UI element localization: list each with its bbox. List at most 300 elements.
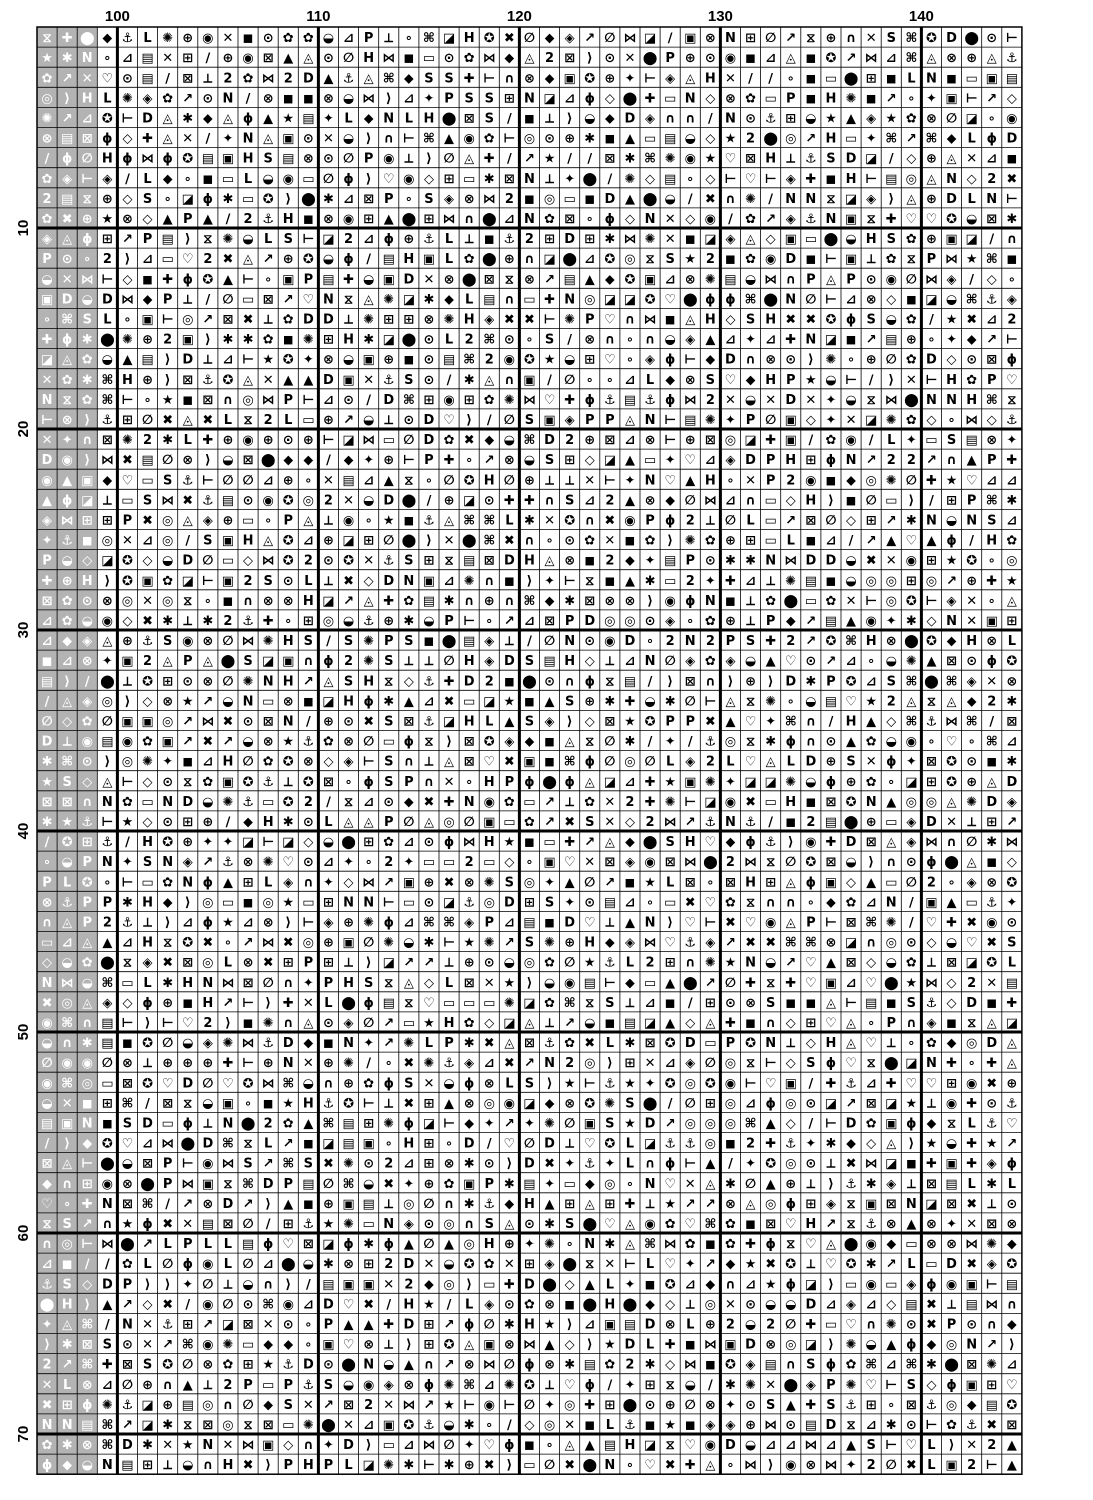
cell-symbol: ⬥ — [444, 292, 454, 308]
cell-symbol: ✕ — [41, 372, 53, 388]
cell-symbol: ✿ — [704, 654, 716, 670]
cell-symbol: ∩ — [644, 332, 656, 348]
cell-symbol: ⊞ — [523, 895, 535, 911]
cell-symbol: P — [444, 1036, 454, 1052]
cell-symbol: ↗ — [222, 734, 234, 750]
cell-symbol: S — [343, 634, 354, 650]
cell-symbol: ◎ — [584, 292, 596, 308]
cell-symbol: ✪ — [745, 1036, 757, 1052]
cell-symbol: ▤ — [101, 734, 114, 750]
cell-symbol: ▭ — [422, 855, 436, 871]
cell-symbol: ⊠ — [182, 955, 194, 971]
cell-symbol: S — [886, 31, 896, 47]
cell-symbol: D — [926, 814, 937, 830]
cell-symbol: ∅ — [664, 654, 676, 670]
cell-symbol: N — [242, 694, 254, 710]
cell-symbol: ∘ — [625, 352, 635, 368]
cell-symbol: ⊠ — [463, 111, 475, 127]
cell-symbol: D — [403, 272, 415, 288]
cell-symbol: ◒ — [563, 352, 576, 368]
cell-symbol: ⊞ — [865, 513, 877, 529]
cell-symbol: ◬ — [785, 915, 796, 931]
cell-symbol: ◇ — [645, 171, 656, 187]
cell-symbol: ⟩ — [566, 714, 573, 730]
cell-symbol: ▭ — [704, 1036, 717, 1052]
cell-symbol: ◬ — [202, 654, 213, 670]
cell-symbol: ◒ — [322, 31, 335, 47]
cell-symbol: ∩ — [765, 895, 776, 911]
cell-symbol: ◼ — [725, 252, 736, 268]
cell-symbol: ⬤ — [642, 51, 658, 67]
cell-symbol: ⚓ — [202, 493, 214, 509]
cell-symbol: ▭ — [523, 292, 536, 308]
cell-symbol: ϕ — [584, 754, 595, 770]
cell-symbol: ⬥ — [62, 634, 72, 650]
cell-symbol: ⊿ — [664, 272, 676, 288]
cell-symbol: ↗ — [202, 855, 214, 871]
cell-symbol: ⊕ — [222, 513, 234, 529]
cell-symbol: ✺ — [121, 91, 133, 107]
cell-symbol: ⊕ — [302, 433, 314, 449]
cell-symbol: 2 — [886, 453, 896, 469]
cell-symbol: ⊞ — [322, 955, 334, 971]
cell-symbol: ∩ — [705, 674, 716, 690]
cell-symbol: ⊗ — [865, 292, 877, 308]
cell-symbol: L — [103, 312, 112, 328]
cell-symbol: H — [865, 232, 877, 248]
cell-symbol: ∘ — [706, 875, 715, 891]
cell-symbol: L — [786, 754, 795, 770]
cell-symbol: ⬥ — [705, 352, 715, 368]
cell-symbol: ♡ — [443, 412, 455, 428]
cell-symbol: ✖ — [966, 312, 978, 328]
cell-symbol: ◼ — [182, 392, 194, 408]
cell-symbol: ∕ — [768, 814, 774, 830]
cell-symbol: ♡ — [965, 935, 978, 951]
cell-symbol: ∅ — [785, 855, 797, 871]
cell-symbol: 2 — [987, 171, 997, 187]
cell-symbol: ↗ — [604, 875, 616, 891]
cell-symbol: ◇ — [926, 935, 937, 951]
cell-symbol: ⊙ — [544, 131, 556, 147]
cell-symbol: L — [746, 513, 755, 529]
cell-symbol: ⚓ — [342, 71, 355, 87]
cell-symbol: H — [423, 111, 435, 127]
cell-symbol: ✿ — [162, 91, 174, 107]
cell-symbol: ⊗ — [423, 312, 435, 328]
cell-symbol: ⧖ — [826, 191, 836, 207]
cell-symbol: ✿ — [966, 372, 978, 388]
cell-symbol: ✪ — [584, 71, 596, 87]
cell-symbol: 2 — [645, 955, 655, 971]
cell-symbol: ▤ — [664, 131, 677, 147]
cell-symbol: ◬ — [303, 513, 314, 529]
cell-symbol: ▤ — [824, 694, 838, 710]
cell-symbol: ▲ — [283, 372, 294, 388]
cell-symbol: ∕ — [848, 533, 854, 549]
cell-symbol: ⊢ — [463, 613, 476, 629]
cell-symbol: ⊗ — [61, 412, 73, 428]
cell-symbol: ⊙ — [343, 714, 355, 730]
cell-symbol: ✚ — [724, 1015, 736, 1031]
cell-symbol: D — [383, 493, 395, 509]
cell-symbol: ϕ — [946, 533, 957, 549]
cell-symbol: ◼ — [242, 31, 254, 47]
cell-symbol: ∩ — [282, 975, 294, 991]
cell-symbol: 2 — [705, 252, 715, 268]
cell-symbol: ▲ — [765, 654, 776, 670]
cell-symbol: ⊠ — [644, 1036, 656, 1052]
cell-symbol: ⚓ — [764, 835, 777, 851]
cell-symbol: ✪ — [101, 111, 113, 127]
cell-symbol: ⊠ — [101, 433, 113, 449]
cell-symbol: ◇ — [785, 1015, 796, 1031]
cell-symbol: ⊿ — [865, 895, 877, 911]
cell-symbol: ⬥ — [544, 71, 555, 87]
cell-symbol: ◉ — [81, 734, 93, 750]
cell-symbol: ⋈ — [623, 232, 637, 248]
cell-symbol: L — [444, 232, 454, 248]
cell-symbol: S — [404, 634, 414, 650]
cell-symbol: ▤ — [724, 272, 737, 288]
cell-symbol: ⊗ — [523, 71, 535, 87]
cell-symbol: ⊠ — [242, 453, 254, 469]
cell-symbol: ✕ — [805, 392, 817, 408]
cell-symbol: ✕ — [302, 995, 314, 1011]
cell-symbol: 2 — [705, 392, 715, 408]
cell-symbol: ▲ — [564, 875, 575, 891]
cell-symbol: ✦ — [343, 855, 355, 871]
cell-symbol: ⟂ — [706, 513, 715, 529]
cell-symbol: ✺ — [262, 855, 274, 871]
cell-symbol: ∕ — [305, 714, 311, 730]
cell-symbol: ⟂ — [344, 955, 353, 971]
cell-symbol: N — [926, 71, 937, 87]
cell-symbol: ◬ — [363, 292, 374, 308]
cell-symbol: ✕ — [745, 473, 757, 489]
cell-symbol: ✕ — [845, 593, 857, 609]
cell-symbol: ◈ — [142, 955, 153, 971]
cell-symbol: ⚓ — [262, 211, 274, 227]
cell-symbol: ⟂ — [123, 674, 132, 690]
cell-symbol: ▣ — [282, 654, 295, 670]
cell-symbol: ∅ — [765, 31, 777, 47]
cell-symbol: ▤ — [684, 412, 697, 428]
cell-symbol: ⬤ — [964, 31, 979, 47]
cell-symbol: ◉ — [41, 1015, 53, 1031]
cell-symbol: ⚓ — [101, 835, 114, 851]
cell-symbol: ⚓ — [121, 915, 134, 931]
cell-symbol: ◎ — [885, 593, 897, 609]
cell-symbol: ✚ — [925, 473, 937, 489]
cell-symbol: ✪ — [946, 754, 958, 770]
cell-symbol: ⬤ — [783, 593, 799, 609]
cell-symbol: ◈ — [323, 915, 334, 931]
cell-symbol: ▤ — [824, 613, 838, 629]
cell-symbol: ⊙ — [162, 774, 174, 790]
cell-symbol: ✚ — [61, 31, 73, 47]
cell-symbol: L — [264, 232, 273, 248]
cell-symbol: 2 — [203, 1015, 213, 1031]
cell-symbol: ▣ — [684, 774, 697, 790]
cell-symbol: ▤ — [563, 272, 576, 288]
cell-symbol: ▭ — [141, 473, 154, 489]
cell-symbol: ⊢ — [764, 171, 777, 187]
cell-symbol: ★ — [945, 473, 958, 489]
cell-symbol: ⊙ — [423, 835, 435, 851]
cell-symbol: ∩ — [524, 533, 535, 549]
cell-symbol: ◇ — [805, 1036, 816, 1052]
cell-symbol: ⊿ — [363, 794, 375, 810]
cell-symbol: ✿ — [443, 433, 455, 449]
cell-symbol: ⧖ — [585, 995, 595, 1011]
cell-symbol: ★ — [181, 694, 194, 710]
cell-symbol: ⊢ — [965, 91, 978, 107]
cell-symbol: ✺ — [905, 654, 917, 670]
cell-symbol: ⟩ — [385, 91, 392, 107]
cell-symbol: 2 — [344, 654, 354, 670]
cell-symbol: ✖ — [463, 433, 475, 449]
cell-symbol: ◈ — [202, 1036, 213, 1052]
cell-symbol: ✱ — [905, 613, 917, 629]
cell-symbol: ✚ — [383, 593, 395, 609]
cell-symbol: ✿ — [905, 232, 917, 248]
cell-symbol: ∘ — [103, 51, 112, 67]
cell-symbol: N — [946, 392, 957, 408]
cell-symbol: ⊗ — [182, 453, 194, 469]
cell-symbol: ∩ — [81, 794, 93, 810]
cell-symbol: ◒ — [845, 392, 857, 408]
cell-symbol: ◎ — [202, 955, 214, 971]
cell-symbol: ∩ — [41, 915, 53, 931]
cell-symbol: ✦ — [544, 875, 556, 891]
cell-symbol: ✺ — [302, 332, 314, 348]
cell-symbol: ◪ — [101, 553, 114, 569]
cell-symbol: ◈ — [544, 714, 555, 730]
cell-symbol: ◼ — [905, 292, 917, 308]
cell-symbol: ◎ — [262, 895, 274, 911]
cell-symbol: ⊗ — [121, 211, 133, 227]
cell-symbol: ⚓ — [925, 714, 938, 730]
cell-symbol: ⊠ — [684, 674, 696, 690]
cell-symbol: ⌘ — [965, 714, 978, 730]
cell-symbol: ♡ — [684, 915, 697, 931]
cell-symbol: P — [765, 473, 776, 489]
cell-symbol: ◬ — [966, 855, 977, 871]
cell-symbol: ▲ — [102, 935, 113, 951]
cell-symbol: ⊗ — [262, 915, 274, 931]
cell-symbol: ✖ — [503, 754, 515, 770]
cell-symbol: ⚓ — [181, 473, 194, 489]
cell-symbol: ∘ — [786, 694, 795, 710]
cell-symbol: ϕ — [443, 835, 455, 851]
cell-symbol: H — [463, 31, 475, 47]
cell-symbol: ✱ — [1006, 211, 1018, 227]
cell-symbol: ✺ — [363, 654, 375, 670]
cell-symbol: D — [805, 754, 817, 770]
cell-symbol: ▭ — [302, 171, 315, 187]
cell-symbol: ⊠ — [825, 855, 837, 871]
cell-symbol: ✿ — [644, 533, 656, 549]
cell-symbol: ◈ — [725, 453, 736, 469]
cell-symbol: ∅ — [202, 553, 214, 569]
cell-symbol: ∩ — [504, 292, 515, 308]
cell-symbol: ⊞ — [946, 493, 958, 509]
cell-symbol: ∩ — [423, 774, 435, 790]
cell-symbol: ⊗ — [322, 352, 334, 368]
cell-symbol: ▭ — [764, 513, 777, 529]
cell-symbol: ✖ — [503, 312, 515, 328]
cell-symbol: ϕ — [61, 493, 73, 509]
cell-symbol: D — [926, 352, 937, 368]
cell-symbol: ⟂ — [424, 754, 434, 770]
cell-symbol: ∕ — [125, 171, 130, 187]
cell-symbol: ∕ — [687, 191, 693, 207]
cell-symbol: ▤ — [282, 151, 295, 167]
cell-symbol: ✦ — [905, 433, 917, 449]
cell-symbol: ◒ — [845, 855, 857, 871]
cell-symbol: ✪ — [523, 352, 535, 368]
cell-symbol: N — [182, 875, 194, 891]
cell-symbol: ◎ — [905, 794, 918, 810]
cell-symbol: H — [745, 875, 756, 891]
cell-symbol: ✿ — [503, 794, 515, 810]
cell-symbol: ▤ — [463, 553, 476, 569]
cell-symbol: H — [363, 51, 375, 67]
cell-symbol: ◉ — [242, 433, 254, 449]
cell-symbol: ✿ — [865, 734, 877, 750]
cell-symbol: ⊕ — [322, 533, 334, 549]
cell-symbol: ★ — [865, 694, 877, 710]
cell-symbol: ⊿ — [61, 654, 73, 670]
cell-symbol: ▤ — [885, 171, 898, 187]
cell-symbol: ∘ — [424, 473, 434, 489]
cell-symbol: ∅ — [383, 533, 395, 549]
cell-symbol: ★ — [121, 814, 134, 830]
cell-symbol: ✕ — [986, 674, 998, 690]
cell-symbol: ◉ — [202, 31, 214, 47]
cell-symbol: S — [846, 754, 856, 770]
cell-symbol: ✕ — [322, 131, 334, 147]
cell-symbol: H — [142, 935, 153, 951]
cell-symbol: ↗ — [865, 332, 877, 348]
cell-symbol: ◈ — [564, 412, 575, 428]
cell-symbol: ✱ — [363, 332, 375, 348]
cell-symbol: N — [222, 91, 234, 107]
cell-symbol: ✺ — [785, 573, 797, 589]
cell-symbol: ↗ — [925, 453, 937, 469]
cell-symbol: ⊢ — [925, 372, 938, 388]
cell-symbol: ✪ — [302, 774, 314, 790]
cell-symbol: ▲ — [624, 131, 635, 147]
cell-symbol: ⊗ — [322, 91, 334, 107]
cell-symbol: L — [304, 573, 313, 589]
cell-symbol: ♡ — [744, 915, 757, 931]
cell-symbol: ⊙ — [564, 533, 576, 549]
cell-symbol: P — [383, 191, 394, 207]
cell-symbol: ◎ — [523, 955, 536, 971]
cell-symbol: ♡ — [905, 211, 918, 227]
cell-symbol: ◇ — [765, 232, 776, 248]
cell-symbol: ◬ — [785, 875, 796, 891]
cell-symbol: ◒ — [242, 232, 254, 248]
cell-symbol: ◼ — [544, 734, 555, 750]
cell-symbol: ↗ — [182, 734, 194, 750]
cell-symbol: ◬ — [906, 191, 917, 207]
cell-symbol: ◼ — [423, 634, 435, 650]
cell-symbol: ↗ — [503, 613, 515, 629]
cell-symbol: ◇ — [705, 171, 716, 187]
cell-symbol: ⧖ — [745, 694, 756, 710]
cell-symbol: ✖ — [724, 915, 736, 931]
cell-symbol: ⊙ — [302, 855, 314, 871]
cell-symbol: ★ — [222, 915, 234, 931]
cell-symbol: ⬤ — [260, 453, 276, 469]
cell-symbol: ◉ — [282, 171, 294, 187]
cell-symbol: ⊙ — [966, 352, 978, 368]
cell-symbol: 2 — [806, 814, 816, 830]
cell-symbol: ⬤ — [823, 232, 839, 248]
cell-symbol: ◇ — [805, 412, 816, 428]
cell-symbol: ∩ — [303, 875, 314, 891]
cell-symbol: S — [263, 151, 273, 167]
cell-symbol: ∘ — [585, 211, 594, 227]
cell-symbol: ◎ — [865, 573, 877, 589]
cell-symbol: ✕ — [443, 533, 455, 549]
cell-symbol: ✪ — [483, 734, 495, 750]
cell-symbol: ⊕ — [383, 613, 395, 629]
cell-symbol: ⊙ — [544, 674, 556, 690]
cell-symbol: ◬ — [604, 835, 615, 851]
row-label: 10 — [15, 219, 32, 237]
cell-symbol: ✱ — [182, 111, 194, 127]
cell-symbol: L — [967, 131, 976, 147]
cell-symbol: ϕ — [604, 211, 616, 227]
cell-symbol: ▭ — [483, 995, 496, 1011]
cell-symbol: ϕ — [685, 593, 696, 609]
cell-symbol: ∕ — [687, 995, 693, 1011]
cell-symbol: ✱ — [905, 513, 917, 529]
cell-symbol: N — [323, 292, 334, 308]
cell-symbol: S — [585, 814, 595, 830]
cell-symbol: ⊿ — [302, 533, 314, 549]
cell-symbol: ⊙ — [282, 573, 294, 589]
cell-symbol: ⌘ — [61, 312, 74, 328]
cell-symbol: ⧖ — [585, 573, 595, 589]
cell-symbol: ✚ — [162, 272, 174, 288]
cell-symbol: P — [886, 1015, 897, 1031]
cell-symbol: ◎ — [925, 794, 938, 810]
cell-symbol: ◬ — [182, 412, 193, 428]
cell-symbol: ✖ — [363, 714, 375, 730]
cell-symbol: ⌘ — [985, 493, 998, 509]
cell-symbol: ▣ — [422, 252, 436, 268]
cell-symbol: ✱ — [282, 814, 294, 830]
cell-symbol: L — [63, 875, 72, 891]
cell-symbol: ◈ — [202, 513, 213, 529]
cell-symbol: ✪ — [946, 774, 958, 790]
cell-symbol: ⌘ — [483, 332, 496, 348]
cell-symbol: ✚ — [785, 332, 797, 348]
cell-symbol: ★ — [41, 51, 53, 67]
cell-symbol: ⋈ — [643, 935, 657, 951]
cell-symbol: ⊿ — [845, 654, 857, 670]
cell-symbol: ⋈ — [241, 1036, 255, 1052]
cell-symbol: ◇ — [584, 453, 595, 469]
cell-symbol: ϕ — [825, 774, 837, 790]
cell-symbol: ◒ — [503, 955, 516, 971]
cell-symbol: ♡ — [865, 1036, 877, 1052]
